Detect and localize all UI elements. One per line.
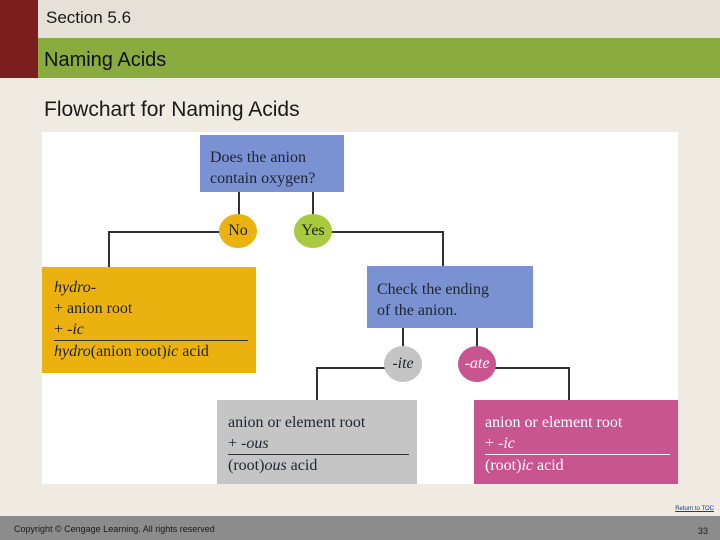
hydro-result-middle: (anion root) xyxy=(90,343,167,360)
hydro-ic-line xyxy=(54,319,248,340)
hydro-acid-box xyxy=(42,267,256,373)
connector xyxy=(330,231,443,233)
question-ending-box xyxy=(367,266,533,328)
hydro-prefix: hydro- xyxy=(54,279,97,296)
page-number: 33 xyxy=(697,526,708,536)
plus-sign: + xyxy=(228,435,242,452)
ous-result-root: (root) xyxy=(228,457,265,474)
question-oxygen-line2: contain oxygen? xyxy=(210,170,316,187)
ic-result-root: (root) xyxy=(485,457,522,474)
hydro-result-suffix: ic xyxy=(166,343,179,360)
plus-sign: + xyxy=(485,435,499,452)
ous-root-line: anion or element root xyxy=(228,414,366,431)
connector xyxy=(568,367,570,402)
ate-label: -ate xyxy=(464,355,490,372)
ous-result-end: acid xyxy=(286,457,318,474)
yes-label: Yes xyxy=(301,222,325,239)
ous-acid-box xyxy=(217,400,417,484)
connector xyxy=(108,231,110,267)
plus-sign: + xyxy=(54,321,68,338)
slide-title: Flowchart for Naming Acids xyxy=(44,98,300,121)
connector xyxy=(442,231,444,266)
ite-label: -ite xyxy=(392,355,414,372)
connector xyxy=(476,328,478,348)
connector xyxy=(402,328,404,348)
ate-pill xyxy=(458,346,496,382)
ic-suffix: -ic xyxy=(498,435,515,452)
ous-result-suffix: ous xyxy=(264,457,287,474)
ous-suffix-line xyxy=(228,433,409,454)
question-oxygen-box xyxy=(200,135,344,192)
question-ending-line2: of the anion. xyxy=(377,302,458,319)
topic-label: Naming Acids xyxy=(44,49,167,71)
yes-pill xyxy=(294,214,332,248)
hydro-result-end: acid xyxy=(178,343,209,360)
hydro-result xyxy=(54,340,248,362)
ic-result-end: acid xyxy=(532,457,564,474)
ic-result-suffix: ic xyxy=(521,457,533,474)
ic-result xyxy=(485,454,670,476)
ite-pill xyxy=(384,346,422,382)
flowchart xyxy=(42,132,678,484)
ic-suffix: -ic xyxy=(67,321,84,338)
return-to-toc-link[interactable]: Return to TOC xyxy=(675,506,714,512)
connector xyxy=(316,367,318,402)
ous-result xyxy=(228,454,409,476)
connector xyxy=(493,367,569,369)
hydro-result-prefix: hydro xyxy=(54,343,91,360)
question-ending-line1: Check the ending xyxy=(377,281,489,298)
hydro-anion-root: + anion root xyxy=(54,300,133,317)
question-oxygen-line1: Does the anion xyxy=(210,149,306,166)
no-label: No xyxy=(228,222,248,239)
ous-suffix: -ous xyxy=(241,435,269,452)
copyright-text: Copyright © Cengage Learning. All rights reserved xyxy=(14,524,215,534)
connector xyxy=(108,231,222,233)
section-label: Section 5.6 xyxy=(46,8,132,27)
connector xyxy=(316,367,386,369)
no-pill xyxy=(219,214,257,248)
ic-root-line: anion or element root xyxy=(485,414,623,431)
ic-suffix-line xyxy=(485,433,670,454)
accent-stripe xyxy=(0,0,38,78)
ic-acid-box xyxy=(474,400,678,484)
